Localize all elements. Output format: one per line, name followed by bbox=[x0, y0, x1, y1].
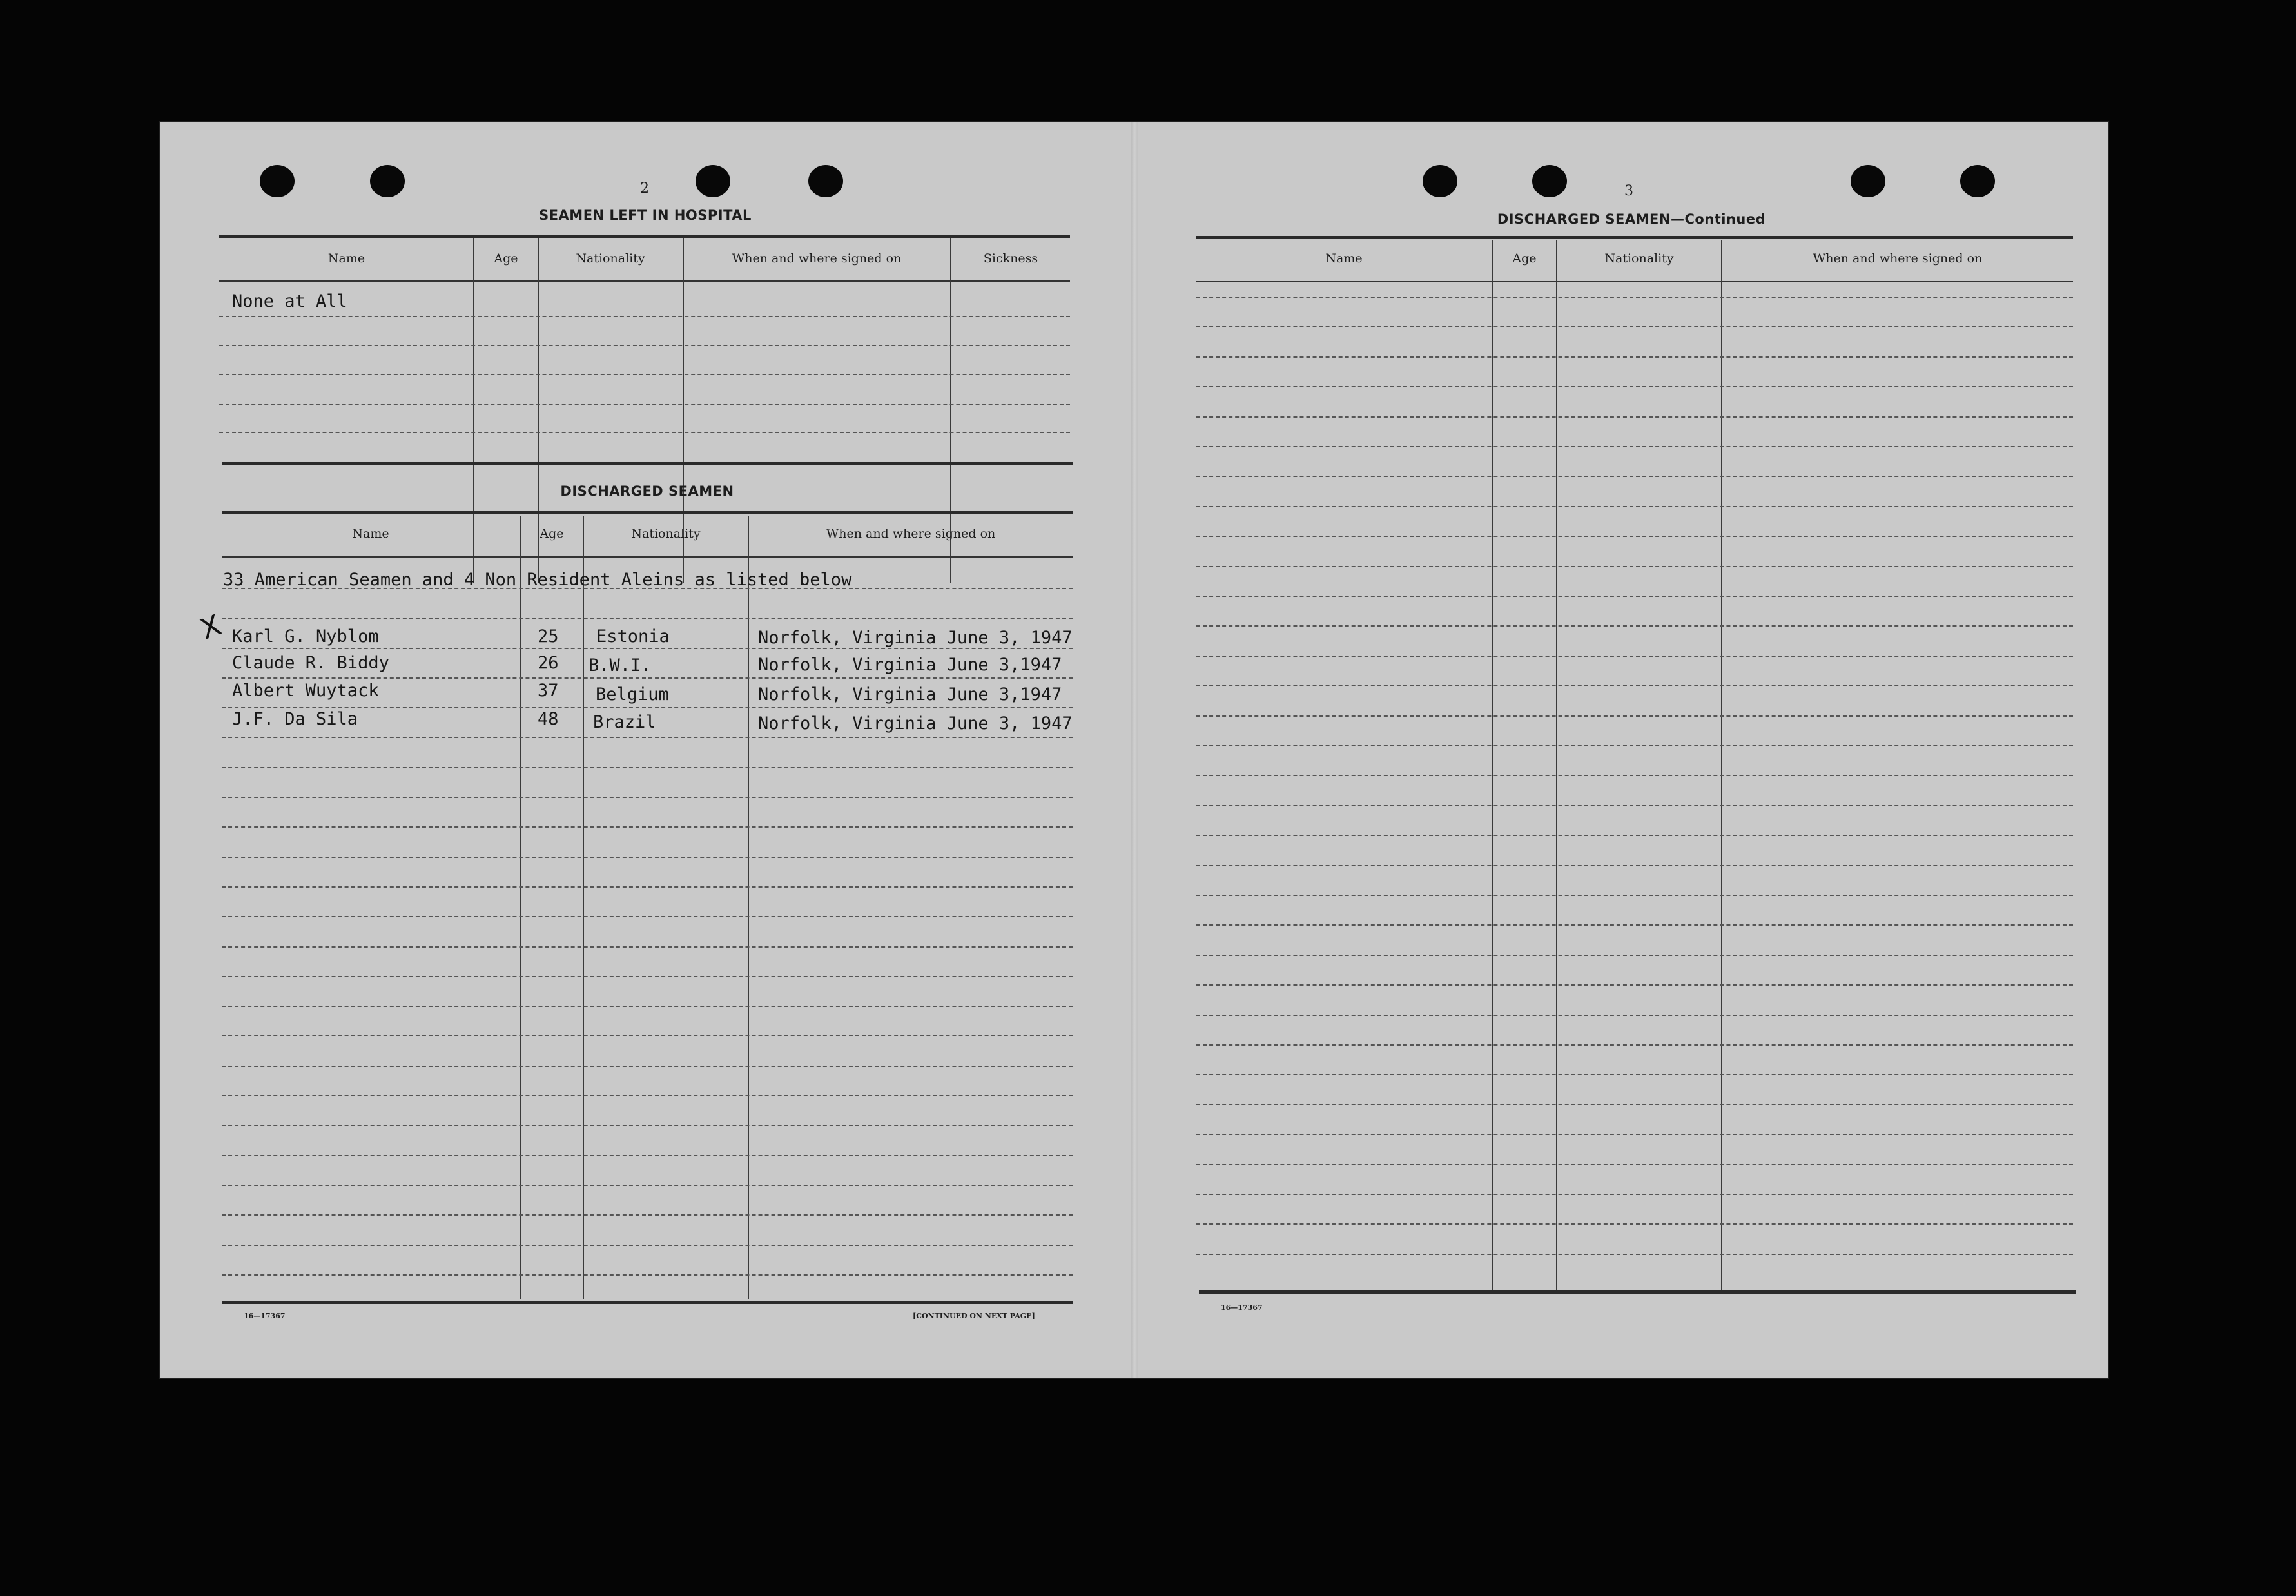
page-fold bbox=[1131, 122, 1138, 1378]
ruled-line bbox=[1196, 775, 2073, 776]
ruled-line bbox=[1196, 625, 2073, 627]
ruled-line bbox=[222, 1155, 1073, 1156]
ruled-line bbox=[1196, 835, 2073, 836]
ruled-line bbox=[1196, 1223, 2073, 1225]
punch-hole bbox=[260, 165, 295, 197]
ruled-line bbox=[222, 946, 1073, 948]
ruled-line bbox=[1196, 656, 2073, 657]
ruled-line bbox=[1196, 1074, 2073, 1075]
hospital-entry: None at All bbox=[232, 291, 347, 311]
seaman-nationality: Brazil bbox=[593, 712, 656, 732]
right-col-divider bbox=[1492, 240, 1493, 1290]
form-number-left: 16—17367 bbox=[244, 1312, 286, 1320]
hospital-col-nationality: Nationality bbox=[576, 251, 645, 266]
hospital-col-age: Age bbox=[494, 251, 518, 266]
seaman-nationality: Belgium bbox=[596, 685, 669, 705]
ruled-line bbox=[219, 432, 1070, 433]
ruled-line bbox=[1196, 715, 2073, 717]
ruled-line bbox=[219, 345, 1070, 346]
ruled-line bbox=[219, 404, 1070, 405]
ruled-line bbox=[222, 618, 1073, 619]
punch-hole bbox=[1423, 165, 1457, 197]
ruled-line bbox=[222, 707, 1073, 708]
right-col-divider bbox=[1556, 240, 1557, 1290]
discharged-top-rule bbox=[222, 511, 1073, 514]
ruled-line bbox=[1196, 1194, 2073, 1195]
ruled-line bbox=[219, 316, 1070, 317]
discharged-header-rule bbox=[222, 556, 1073, 558]
ruled-line bbox=[222, 737, 1073, 738]
ruled-line bbox=[1196, 865, 2073, 866]
ruled-line bbox=[1196, 685, 2073, 686]
continued-note: [CONTINUED ON NEXT PAGE] bbox=[913, 1312, 1035, 1320]
ruled-line bbox=[1196, 416, 2073, 418]
ruled-line bbox=[222, 1035, 1073, 1036]
right-top-rule bbox=[1196, 236, 2073, 239]
discharged-col-nationality: Nationality bbox=[631, 527, 701, 541]
ruled-line bbox=[1196, 1164, 2073, 1165]
ruled-line bbox=[1196, 1104, 2073, 1105]
punch-hole bbox=[696, 165, 730, 197]
form-number-right: 16—17367 bbox=[1221, 1303, 1263, 1312]
seaman-signed-on: Norfolk, Virginia June 3,1947 bbox=[758, 655, 1062, 675]
seaman-age: 25 bbox=[538, 627, 559, 647]
page-number-right: 3 bbox=[1624, 183, 1633, 199]
ruled-line bbox=[1196, 1015, 2073, 1016]
seaman-signed-on: Norfolk, Virginia June 3,1947 bbox=[758, 685, 1062, 705]
hospital-col-name: Name bbox=[327, 251, 365, 266]
seaman-name: Claude R. Biddy bbox=[232, 653, 389, 673]
ruled-line bbox=[222, 588, 1073, 589]
seaman-name: J.F. Da Sila bbox=[232, 709, 358, 729]
ruled-line bbox=[222, 767, 1073, 768]
ruled-line bbox=[222, 648, 1073, 649]
hospital-bottom-rule bbox=[222, 462, 1073, 465]
ruled-line bbox=[1196, 805, 2073, 806]
right-col-age: Age bbox=[1512, 251, 1537, 266]
ruled-line bbox=[222, 1125, 1073, 1126]
ruled-line bbox=[1196, 297, 2073, 298]
discharged-bottom-rule bbox=[222, 1301, 1073, 1304]
ruled-line bbox=[222, 1274, 1073, 1276]
discharged-col-divider bbox=[520, 516, 521, 1299]
hospital-col-sickness: Sickness bbox=[983, 251, 1038, 266]
right-col-nationality: Nationality bbox=[1604, 251, 1674, 266]
ruled-line bbox=[219, 374, 1070, 375]
punch-hole bbox=[1532, 165, 1567, 197]
ruled-line bbox=[1196, 326, 2073, 327]
ruled-line bbox=[1196, 446, 2073, 447]
margin-check-mark: X bbox=[196, 608, 226, 647]
ruled-line bbox=[1196, 984, 2073, 986]
ruled-line bbox=[1196, 955, 2073, 956]
ruled-line bbox=[222, 826, 1073, 828]
continued-section-title: DISCHARGED SEAMEN—Continued bbox=[1497, 211, 1766, 227]
seaman-name: Albert Wuytack bbox=[232, 681, 379, 701]
ruled-line bbox=[222, 916, 1073, 917]
discharged-summary: 33 American Seamen and 4 Non Resident Aleins as listed below bbox=[223, 570, 852, 590]
hospital-section-title: SEAMEN LEFT IN HOSPITAL bbox=[539, 208, 752, 223]
form-sheet bbox=[160, 122, 2108, 1378]
discharged-col-divider bbox=[748, 516, 749, 1299]
ruled-line bbox=[1196, 924, 2073, 926]
right-col-divider bbox=[1721, 240, 1722, 1290]
right-header-rule bbox=[1196, 281, 2073, 282]
hospital-top-rule bbox=[219, 235, 1070, 238]
ruled-line bbox=[1196, 895, 2073, 896]
right-bottom-rule bbox=[1199, 1290, 2076, 1294]
discharged-col-age: Age bbox=[540, 527, 564, 541]
hospital-header-rule bbox=[219, 280, 1070, 282]
punch-hole bbox=[808, 165, 843, 197]
punch-hole bbox=[1960, 165, 1995, 197]
ruled-line bbox=[1196, 386, 2073, 387]
punch-hole bbox=[1851, 165, 1885, 197]
right-col-name: Name bbox=[1325, 251, 1363, 266]
seaman-age: 48 bbox=[538, 709, 559, 729]
discharged-col-divider bbox=[583, 516, 584, 1299]
ruled-line bbox=[222, 1185, 1073, 1186]
ruled-line bbox=[222, 1095, 1073, 1096]
punch-hole bbox=[370, 165, 405, 197]
ruled-line bbox=[1196, 476, 2073, 477]
discharged-section-title: DISCHARGED SEAMEN bbox=[560, 483, 734, 499]
ruled-line bbox=[222, 1214, 1073, 1216]
ruled-line bbox=[1196, 745, 2073, 746]
ruled-line bbox=[222, 886, 1073, 888]
ruled-line bbox=[1196, 566, 2073, 567]
ruled-line bbox=[1196, 1134, 2073, 1135]
ruled-line bbox=[222, 797, 1073, 798]
ruled-line bbox=[1196, 356, 2073, 358]
right-col-signed-on: When and where signed on bbox=[1813, 251, 1983, 266]
seaman-name: Karl G. Nyblom bbox=[232, 627, 379, 647]
seaman-signed-on: Norfolk, Virginia June 3, 1947 bbox=[758, 714, 1073, 734]
seaman-age: 26 bbox=[538, 653, 559, 673]
discharged-col-name: Name bbox=[352, 527, 389, 541]
page-number-left: 2 bbox=[640, 180, 649, 197]
seaman-age: 37 bbox=[538, 681, 559, 701]
ruled-line bbox=[1196, 536, 2073, 537]
ruled-line bbox=[1196, 1044, 2073, 1046]
ruled-line bbox=[222, 1066, 1073, 1067]
ruled-line bbox=[1196, 596, 2073, 597]
ruled-line bbox=[222, 976, 1073, 977]
seaman-nationality: B.W.I. bbox=[589, 656, 652, 676]
seaman-signed-on: Norfolk, Virginia June 3, 1947 bbox=[758, 628, 1073, 648]
ruled-line bbox=[222, 857, 1073, 858]
ruled-line bbox=[1196, 1254, 2073, 1255]
ruled-line bbox=[222, 1245, 1073, 1246]
ruled-line bbox=[1196, 506, 2073, 507]
discharged-col-signed-on: When and where signed on bbox=[826, 527, 996, 541]
hospital-col-signed-on: When and where signed on bbox=[732, 251, 902, 266]
ruled-line bbox=[222, 1006, 1073, 1007]
ruled-line bbox=[222, 677, 1073, 679]
seaman-nationality: Estonia bbox=[596, 627, 670, 647]
